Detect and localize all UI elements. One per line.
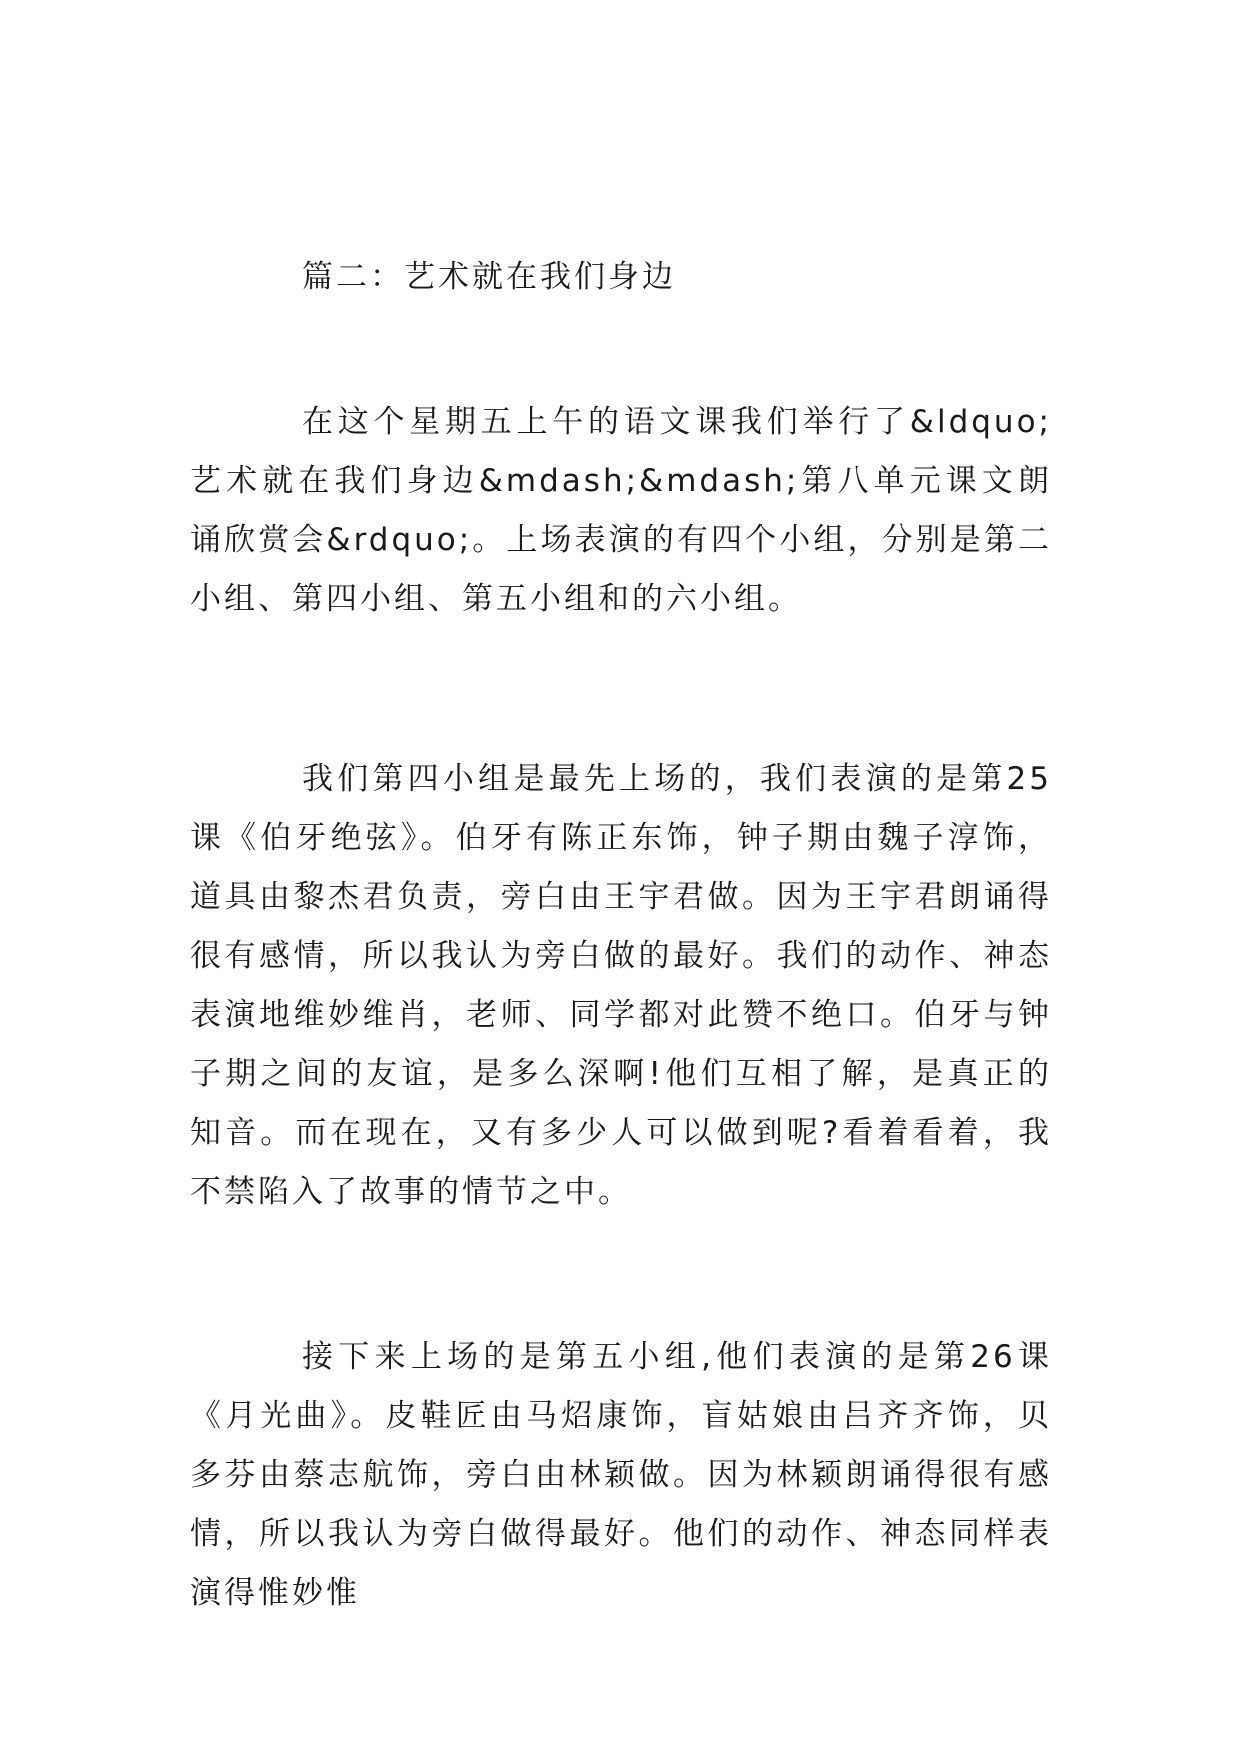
paragraph-1: 在这个星期五上午的语文课我们举行了&ldquo;艺术就在我们身边&mdash;&mdash;第八单元课文朗诵欣赏会&rdquo;。上场表演的有四个小组，分别是第二小组、第四小组、第五小组和的六小组。 [190, 404, 1052, 617]
paragraph-3: 接下来上场的是第五小组,他们表演的是第26课《月光曲》。皮鞋匠由马炤康饰，盲姑娘由吕齐齐饰，贝多芬由蔡志航饰，旁白由林颖做。因为林颖朗诵得很有感情，所以我认为旁白做得最好。他们的动作、神态同样表演得惟妙惟 [190, 1339, 1052, 1611]
paragraph-2: 我们第四小组是最先上场的，我们表演的是第25课《伯牙绝弦》。伯牙有陈正东饰，钟子期由魏子淳饰，道具由黎杰君负责，旁白由王宇君做。因为王宇君朗诵得很有感情，所以我认为旁白做的最好。我们的动作、神态表演地维妙维肖，老师、同学都对此赞不绝口。伯牙与钟子期之间的友谊，是多么深啊!他们互相了解，是真正的知音。而在现在，又有多少人可以做到呢?看着看着，我不禁陷入了故事的情节之中。 [190, 761, 1052, 1210]
essay-title: 篇二：艺术就在我们身边 [302, 259, 676, 295]
